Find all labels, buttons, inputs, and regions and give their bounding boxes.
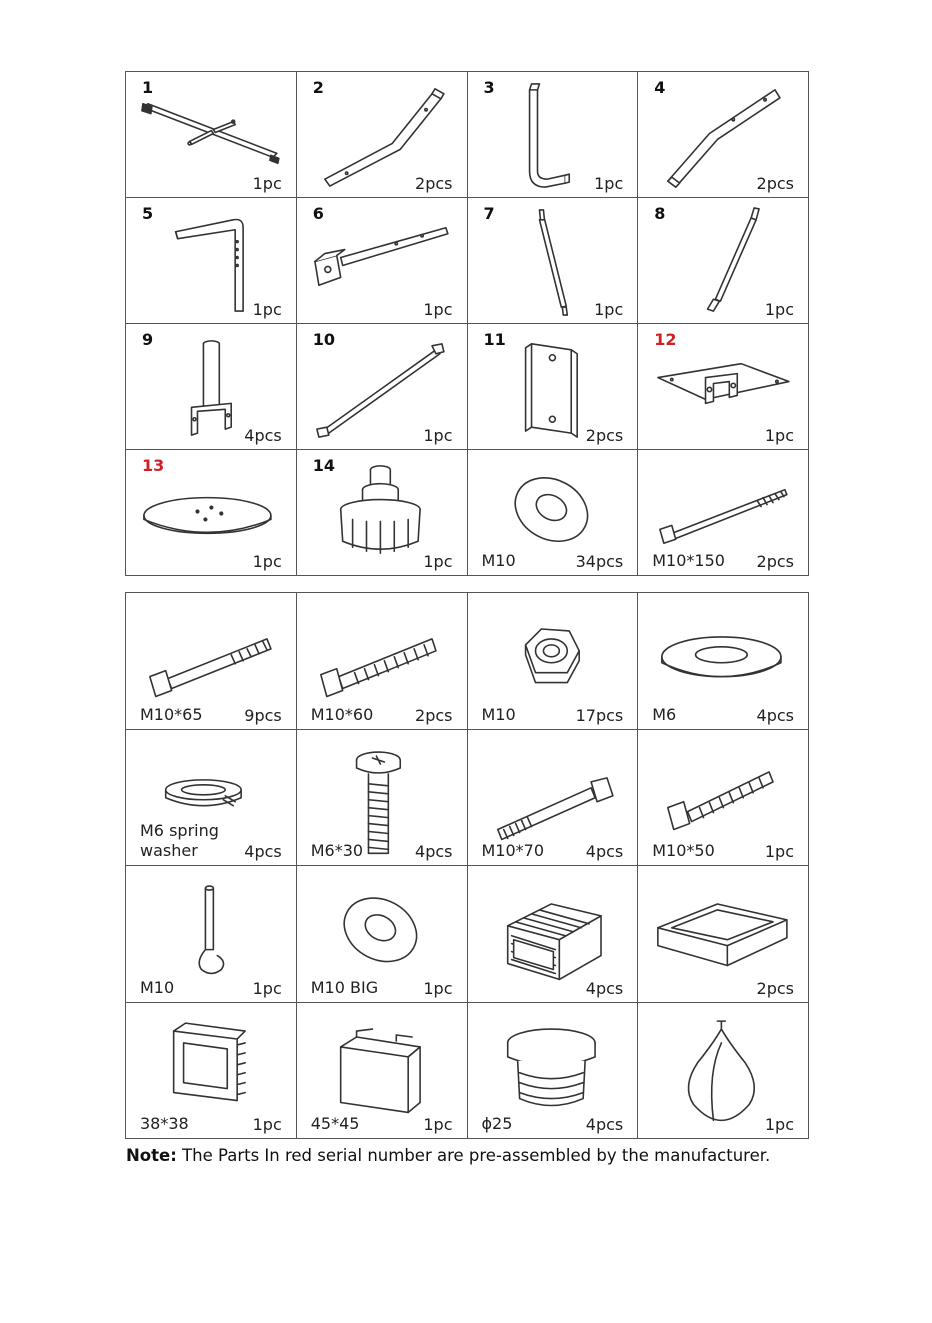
part-cell-28	[638, 866, 809, 1003]
part-quantity: 9pcs	[244, 705, 282, 725]
part-spec: ϕ25	[481, 1114, 513, 1133]
part-cell-16	[638, 450, 809, 576]
part-spec-line-1: M6 spring	[140, 821, 219, 840]
part-number: 10	[312, 330, 336, 349]
part-quantity: 1pc	[594, 300, 624, 319]
part-cell-23	[468, 730, 639, 867]
part-cell-20	[638, 593, 809, 730]
part-cell-30	[297, 1003, 468, 1140]
part-quantity: 1pc	[423, 1115, 453, 1134]
part-quantity: 2pcs	[585, 426, 624, 445]
part-cell-4	[638, 72, 809, 198]
part-spec: M10	[140, 977, 175, 997]
part-quantity: 1pc	[423, 300, 453, 319]
part-cell-11	[468, 324, 639, 450]
part-number: 7	[483, 204, 495, 223]
part-quantity: 2pcs	[756, 978, 794, 998]
part-cell-25	[126, 866, 297, 1003]
part-spec: M6*30	[310, 841, 364, 860]
part-quantity: 1pc	[252, 978, 282, 998]
part-quantity: 1pc	[764, 1115, 794, 1134]
part-spec: 45*45	[310, 1114, 360, 1133]
part-cell-24	[638, 730, 809, 867]
part-quantity: 1pc	[252, 300, 282, 319]
part-number: 13	[142, 456, 165, 475]
part-number: 6	[312, 204, 324, 223]
part-number: 3	[483, 78, 495, 97]
part-spec: M10*70	[481, 841, 545, 860]
part-spec: M10 BIG	[310, 977, 379, 997]
part-cell-6	[297, 198, 468, 324]
part-spec: M10*65	[140, 704, 203, 724]
part-cell-1	[126, 72, 297, 198]
part-cell-2	[297, 72, 468, 198]
part-cell-15	[468, 450, 639, 576]
part-quantity: 2pcs	[756, 552, 794, 571]
part-quantity: 34pcs	[575, 552, 624, 571]
part-number: 8	[654, 204, 666, 223]
part-spec: 38*38	[140, 1114, 189, 1133]
part-number: 4	[654, 78, 666, 97]
part-cell-8	[638, 198, 809, 324]
part-cell-5	[126, 198, 297, 324]
part-quantity: 2pcs	[415, 174, 453, 193]
part-spec: M6	[652, 704, 677, 724]
part-number: 2	[312, 78, 324, 97]
parts-table-top	[125, 71, 809, 576]
part-cell-12	[638, 324, 809, 450]
part-quantity: 4pcs	[415, 842, 453, 861]
part-cell-32	[638, 1003, 809, 1140]
part-spec: M10*50	[652, 841, 715, 860]
part-quantity: 4pcs	[585, 842, 624, 861]
part-cell-18	[297, 593, 468, 730]
part-cell-22	[297, 730, 468, 867]
part-cell-7	[468, 198, 639, 324]
part-spec-line-2: washer	[140, 841, 198, 860]
part-quantity: 1pc	[594, 174, 624, 193]
part-quantity: 1pc	[764, 842, 794, 861]
part-quantity: 2pcs	[415, 705, 453, 725]
part-cell-31	[468, 1003, 639, 1140]
part-number: 14	[312, 456, 336, 475]
part-spec: M10	[481, 551, 516, 570]
part-quantity: 4pcs	[585, 978, 624, 998]
part-quantity: 1pc	[252, 174, 282, 193]
part-cell-17	[126, 593, 297, 730]
part-quantity: 4pcs	[585, 1115, 624, 1134]
part-cell-9	[126, 324, 297, 450]
part-cell-26	[297, 866, 468, 1003]
note-text: The Parts In red serial number are pre-assembled by the manufacturer.	[176, 1146, 771, 1165]
part-spec: M10	[481, 704, 516, 724]
note-label: Note:	[126, 1146, 177, 1165]
part-cell-29	[126, 1003, 297, 1140]
part-quantity: 1pc	[423, 426, 453, 445]
part-quantity: 1pc	[423, 978, 453, 998]
part-quantity: 2pcs	[756, 174, 794, 193]
part-quantity: 17pcs	[575, 705, 624, 725]
part-quantity: 4pcs	[244, 842, 282, 861]
part-spec: M10*150	[652, 551, 725, 570]
part-spec: M10*60	[310, 704, 374, 724]
part-quantity: 1pc	[764, 300, 794, 319]
parts-table-bottom	[125, 592, 809, 1139]
part-number: 1	[142, 78, 154, 97]
assembly-note	[126, 1146, 770, 1165]
part-number: 12	[654, 330, 677, 349]
part-number: 9	[142, 330, 154, 349]
part-quantity: 1pc	[764, 426, 794, 445]
part-cell-13	[126, 450, 297, 576]
part-cell-14	[297, 450, 468, 576]
part-cell-19	[468, 593, 639, 730]
part-spec	[140, 821, 219, 861]
part-quantity: 1pc	[252, 552, 282, 571]
part-number: 11	[483, 330, 506, 349]
part-quantity: 4pcs	[244, 426, 282, 445]
part-cell-3	[468, 72, 639, 198]
part-cell-27	[468, 866, 639, 1003]
part-quantity: 1pc	[252, 1115, 282, 1134]
part-number: 5	[142, 204, 154, 223]
part-cell-10	[297, 324, 468, 450]
part-cell-21	[126, 730, 297, 867]
part-quantity: 4pcs	[756, 705, 794, 725]
part-quantity: 1pc	[423, 552, 453, 571]
